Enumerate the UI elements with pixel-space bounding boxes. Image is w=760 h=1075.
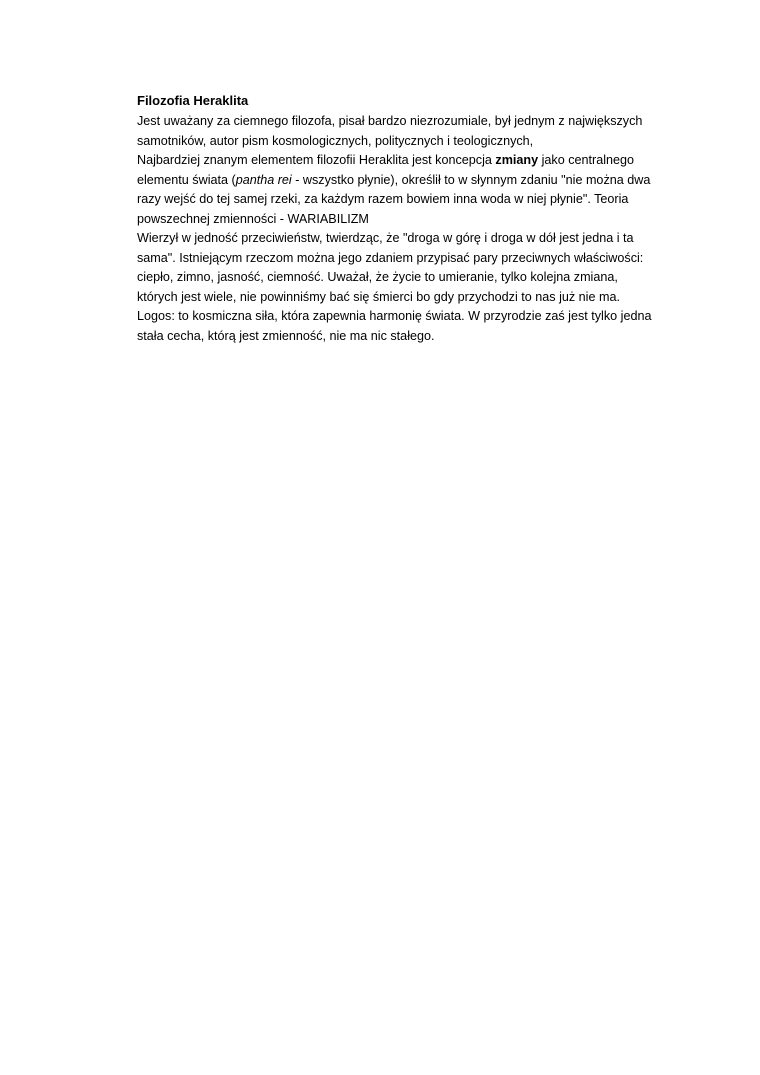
italic-term-pantha-rei: pantha rei (235, 172, 292, 187)
paragraph-line: ciepło, zimno, jasność, ciemność. Uważał, że życie to umieranie, tylko kolejna zmiana, (137, 270, 618, 284)
paragraph-line: Jest uważany za ciemnego filozofa, pisał bardzo niezrozumiale, był jednym z największych (137, 114, 643, 128)
paragraph-line: elementu świata (pantha rei - wszystko płynie), określił to w słynnym zdaniu "nie można dwa (137, 172, 651, 187)
paragraph-line: Najbardziej znanym elementem filozofii Heraklita jest koncepcja zmiany jako centralnego (137, 153, 635, 167)
paragraph-line: sama". Istniejącym rzeczom można jego zdaniem przypisać pary przeciwnych właściwości: (137, 250, 644, 265)
bold-term-zmiany: zmiany (495, 153, 539, 167)
document-body (137, 92, 677, 346)
paragraph-line: Logos: to kosmiczna siła, która zapewnia harmonię świata. W przyrodzie zaś jest tylko jedna (137, 309, 652, 323)
document-title: Filozofia Heraklita (137, 93, 249, 108)
paragraph-line: Wierzył w jedność przeciwieństw, twierdząc, że "droga w górę i droga w dół jest jedna i ta (137, 231, 634, 245)
paragraph-line: powszechnej zmienności - WARIABILIZM (137, 211, 369, 226)
paragraph-line: razy wejść do tej samej rzeki, za każdym razem bowiem inna woda w niej płynie". Teoria (137, 192, 629, 206)
paragraph-line: samotników, autor pism kosmologicznych, politycznych i teologicznych, (137, 133, 534, 148)
paragraph-line: których jest wiele, nie powinniśmy bać się śmierci bo gdy przychodzi to nas już nie ma. (137, 289, 620, 304)
paragraph-line: stała cecha, którą jest zmienność, nie ma nic stałego. (137, 328, 435, 343)
